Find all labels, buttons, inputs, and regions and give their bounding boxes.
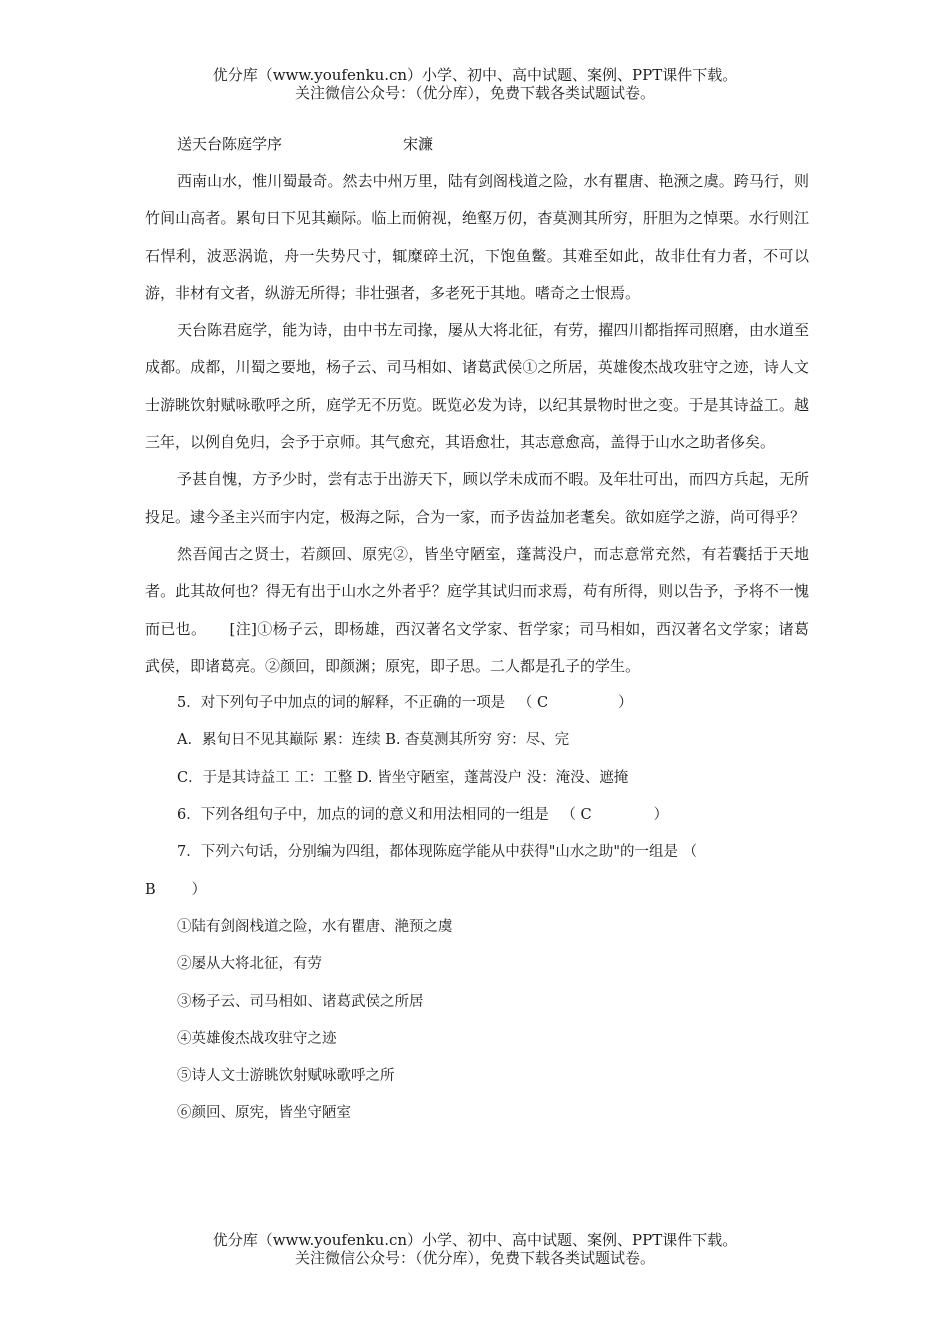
question-5-options-cd: C．于是其诗益工 工：工整 D. 皆坐守陋室，蓬蒿没户 没：淹没、遮掩 [177, 769, 629, 786]
question-7-item-6: ⑥颜回、原宪，皆坐守陋室 [177, 1105, 351, 1122]
article-title-line [145, 126, 809, 163]
question-7-item-4: ④英雄俊杰战攻驻守之迹 [177, 1030, 337, 1047]
article-author: 宋濂 [403, 135, 434, 153]
question-7-answer-line [145, 872, 809, 909]
question-6 [145, 797, 809, 834]
question-7-close: ） [191, 881, 207, 898]
question-5 [145, 685, 809, 722]
article-title: 送天台陈庭学序 [177, 135, 283, 153]
question-6-close: ） [653, 807, 669, 824]
question-5-options-ab: A．累旬日不见其巅际 累：连续 B. 杳莫测其所穷 穷：尽、完 [177, 732, 570, 749]
question-5-close: ） [618, 695, 633, 712]
question-7-item-3: ③杨子云、司马相如、诸葛武侯之所居 [177, 993, 424, 1010]
question-5-answer: （ C [517, 695, 549, 712]
question-5-stem: 5．对下列句子中加点的词的解释，不正确的一项是 [177, 695, 506, 712]
question-7-item-1: ①陆有剑阁栈道之险，水有瞿唐、滟预之虞 [177, 918, 453, 935]
paragraph-1: 西南山水，惟川蜀最奇。然去中州万里，陆有剑阁栈道之险，水有瞿唐、艳滪之虞。跨马行，则竹间山高者。累旬日下见其巅际。临上而俯视，绝壑万仞，杳莫测其所穷，肝胆为之悼栗。水行则江石悍利，波恶涡诡，舟一失势尺寸，辄糜碎土沉，下饱鱼鳖。其难至如此，故非仕有力者，不可以游，非材有文者，纵游无所得；非壮强者，多老死于其地。嗜奇之士恨焉。 [145, 172, 809, 302]
footer-line-2: 关注微信公众号：（优分库），免费下载各类试题试卷。 [294, 1249, 655, 1267]
page-footer [0, 1231, 950, 1267]
question-7-item-5: ⑤诗人文士游眺饮射赋咏歌呼之所 [177, 1068, 395, 1085]
question-7-answer: B [145, 881, 156, 898]
question-7: 7．下列六句话，分别编为四组，都体现陈庭学能从中获得"山水之助"的一组是 （ [177, 844, 698, 861]
paragraph-4: 然吾闻古之贤士，若颜回、原宪②，皆坐守陋室，蓬蒿没户，而志意常充然，有若囊括于天地者。此其故何也？得无有出于山水之外者乎？庭学其试归而求焉，苟有所得，则以告予，予将不一愧而已也。 [注]①杨子云，即杨雄，西汉著名文学家、哲学家；司马相如，西汉著名文学家；诸葛武侯，即诸葛亮。②颜回，即颜渊；原宪，即子思。二人都是孔子的学生。 [145, 544, 809, 675]
question-6-answer: （ C [561, 807, 592, 824]
header-line-1: 优分库（www.youfenku.cn）小学、初中、高中试题、案例、PPT课件下载。 [212, 66, 738, 84]
page-header [0, 66, 950, 102]
footer-line-1: 优分库（www.youfenku.cn）小学、初中、高中试题、案例、PPT课件下载。 [212, 1231, 738, 1249]
header-line-2: 关注微信公众号：（优分库），免费下载各类试题试卷。 [294, 84, 655, 102]
document-body [145, 126, 809, 1133]
paragraph-3: 予甚自愧，方予少时，尝有志于出游天下，顾以学未成而不暇。及年壮可出，而四方兵起，无所投足。逮今圣主兴而宇内定，极海之际，合为一家，而予齿益加老耄矣。欲如庭学之游，尚可得乎？ [145, 470, 809, 526]
question-7-item-2: ②屡从大将北征，有劳 [177, 956, 322, 973]
paragraph-2: 天台陈君庭学，能为诗，由中书左司掾，屡从大将北征，有劳，擢四川都指挥司照磨，由水道至成都。成都，川蜀之要地，杨子云、司马相如、诸葛武侯①之所居，英雄俊杰战攻驻守之迹，诗人文士游眺饮射赋咏歌呼之所，庭学无不历览。既览必发为诗，以纪其景物时世之变。于是其诗益工。越三年，以例自免归，会予于京师。其气愈充，其语愈壮，其志意愈高，盖得于山水之助者侈矣。 [145, 321, 809, 452]
question-6-stem: 6．下列各组句子中，加点的词的意义和用法相同的一组是 [177, 807, 549, 824]
